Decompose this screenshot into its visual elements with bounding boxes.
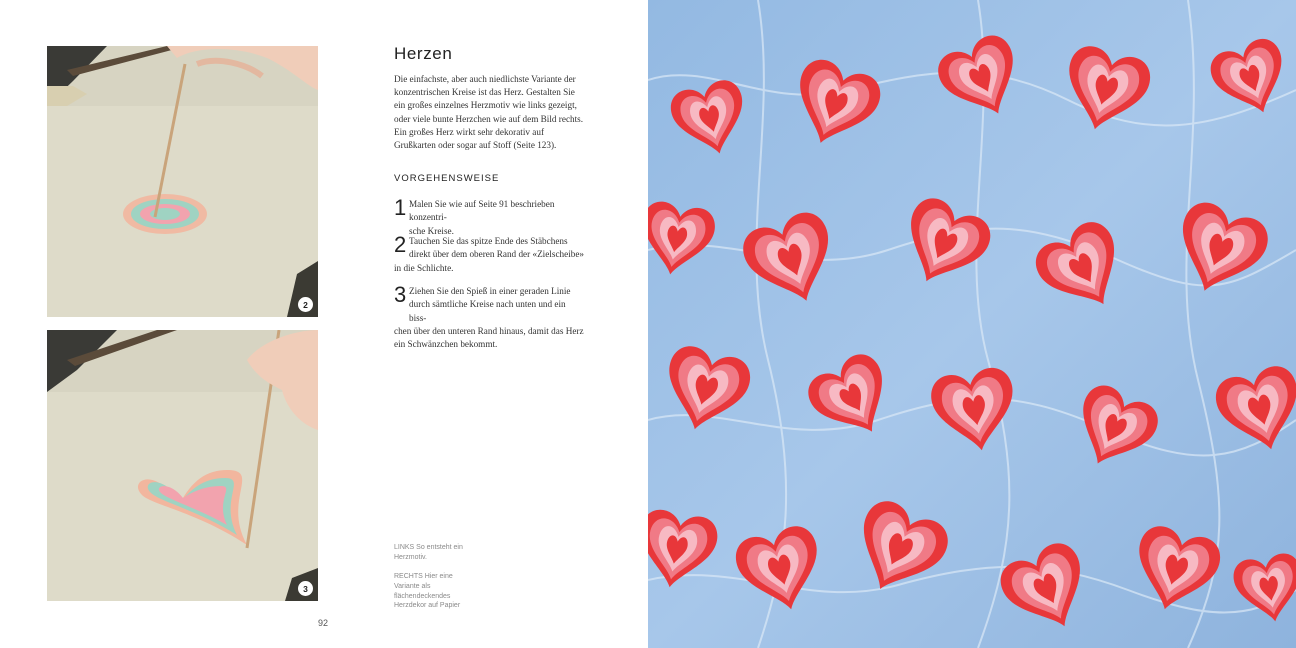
step-text-line: Tauchen Sie das spitze Ende des Stäbchens	[409, 236, 568, 246]
step-number: 1	[394, 195, 407, 220]
caption-right: RECHTS Hier eine Variante als flächendeckendes Herzdekor auf Papier	[394, 573, 461, 610]
photo-step-3	[47, 330, 318, 601]
intro-paragraph: Die einfachste, aber auch niedlichste Variante der konzentrischen Kreise ist das Herz. Gestalten Sie ein großes einzelnes Herzmotiv wie links gezeigt, oder viele bunte Herzchen wie auf dem Bild rechts. Ein großes Herz wirkt sehr dekorativ auf Grußkarten oder sogar auf Stoff (Seite 123).	[394, 74, 584, 151]
step-2	[394, 232, 585, 275]
marbled-hearts-image	[648, 0, 1296, 648]
step-text-rest: sche Kreise.	[409, 225, 454, 236]
step-number: 3	[394, 282, 407, 307]
tray-photo-illustration	[47, 46, 318, 317]
photo-badge: 2	[298, 297, 313, 312]
step-text-line: Ziehen Sie den Spieß in einer geraden Linie	[409, 286, 571, 296]
page-title: Herzen	[394, 44, 453, 63]
step-3	[394, 282, 584, 351]
step-text-rest: in die Schlichte.	[394, 262, 454, 273]
step-1	[394, 195, 584, 238]
caption-left: LINKS So entsteht ein Herzmotiv.	[394, 544, 463, 561]
page-number: 92	[318, 618, 329, 628]
photo-step-2	[47, 46, 318, 317]
step-text-line: durch sämtliche Kreise nach unten und ein biss-	[409, 299, 566, 323]
section-heading: VORGEHENSWEISE	[394, 173, 500, 184]
step-text-line: Malen Sie wie auf Seite 91 beschrieben konzentri-	[409, 199, 555, 223]
step-text-rest: chen über den unteren Rand hinaus, damit das Herz ein Schwänzchen bekommt.	[394, 325, 584, 350]
tray-photo-illustration	[47, 330, 318, 601]
photo-badge: 3	[298, 581, 313, 596]
step-number: 2	[394, 232, 407, 257]
marbled-paper-artwork	[648, 0, 1296, 648]
step-text-line: direkt über dem oberen Rand der «Zielscheibe»	[409, 249, 585, 260]
